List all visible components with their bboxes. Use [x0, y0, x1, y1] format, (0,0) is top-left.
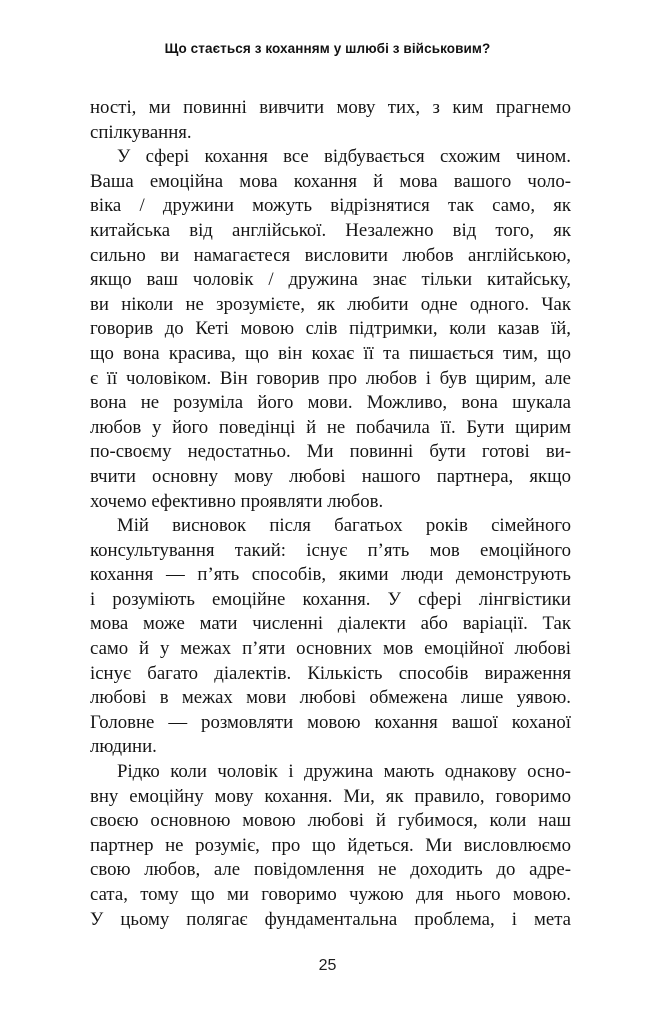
text-line: Головне — розмовляти мовою кохання вашої коханої — [90, 711, 571, 733]
text-line: консультування такий: існує п’ять мов емоційного — [90, 539, 571, 561]
paragraph — [90, 145, 571, 514]
text-line: У цьому полягає фундаментальна проблема, і мета — [90, 908, 571, 930]
text-line: кохання — п’ять способів, якими люди демонструють — [90, 564, 571, 586]
text-line: сата, тому що ми говоримо чужою для нього мовою. — [90, 884, 571, 905]
page-number: 25 — [318, 957, 337, 974]
text-line: вчити основну мову любові нашого партнера, якщо — [90, 465, 571, 487]
text-line: ви ніколи не зрозумієте, як любити одне одного. Чак — [90, 293, 571, 315]
text-line: Мій висновок після багатьох років сімейного — [117, 515, 571, 537]
paragraph — [90, 760, 571, 932]
text-line: є її чоловіком. Він говорив про любов і був щирим, але — [90, 367, 571, 389]
text-line: по-своєму недостатньо. Ми повинні бути готові ви- — [90, 441, 571, 463]
text-line: само й у межах п’яти основних мов емоційної любові — [90, 638, 571, 660]
text-line: існує багато діалектів. Кількість способів вираження — [90, 662, 571, 684]
text-line: Ваша емоційна мова кохання й мова вашого чоло- — [90, 170, 571, 192]
text-line: любов у його поведінці й не побачила її. Бути щирим — [90, 416, 571, 438]
text-line: У сфері кохання все відбувається схожим чином. — [117, 146, 571, 168]
text-line: спілкування. — [90, 121, 192, 143]
running-head: Що стається з коханням у шлюбі з військовим? — [164, 41, 491, 56]
text-line: свою любов, але повідомлення не доходить до адре- — [90, 859, 571, 881]
text-line: любові в межах мови любові обмежена лише уявою. — [90, 687, 571, 709]
paragraph — [90, 96, 571, 145]
text-line: ності, ми повинні вивчити мову тих, з ким прагнемо — [90, 97, 571, 118]
text-line: китайська від англійської. Незалежно від того, як — [90, 219, 571, 241]
text-line: віка / дружини можуть відрізнятися так само, як — [90, 195, 571, 217]
text-line: вну емоційну мову кохання. Ми, як правило, говоримо — [90, 785, 571, 807]
text-line: що вона красива, що він кохає її та пишається тим, що — [90, 342, 571, 364]
text-line: і розуміють емоційне кохання. У сфері лінгвістики — [90, 588, 571, 610]
text-line: говорив до Кеті мовою слів підтримки, коли казав їй, — [90, 318, 571, 340]
page-body — [90, 96, 571, 932]
text-line: мова може мати численні діалекти або варіації. Так — [90, 613, 571, 635]
text-line: Рідко коли чоловік і дружина мають однакову осно- — [117, 761, 571, 783]
text-line: своєю основною мовою любові й губимося, коли наш — [90, 810, 571, 832]
paragraph — [90, 514, 571, 760]
text-line: хочемо ефективно проявляти любов. — [90, 490, 384, 512]
text-line: партнер не розуміє, про що йдеться. Ми висловлюємо — [90, 834, 571, 856]
text-line: вона не розуміла його мови. Можливо, вона шукала — [90, 392, 571, 414]
text-line: якщо ваш чоловік / дружина знає тільки китайську, — [90, 269, 571, 291]
text-line: сильно ви намагаєтеся висловити любов англійською, — [90, 244, 571, 266]
text-line: людини. — [90, 736, 157, 758]
